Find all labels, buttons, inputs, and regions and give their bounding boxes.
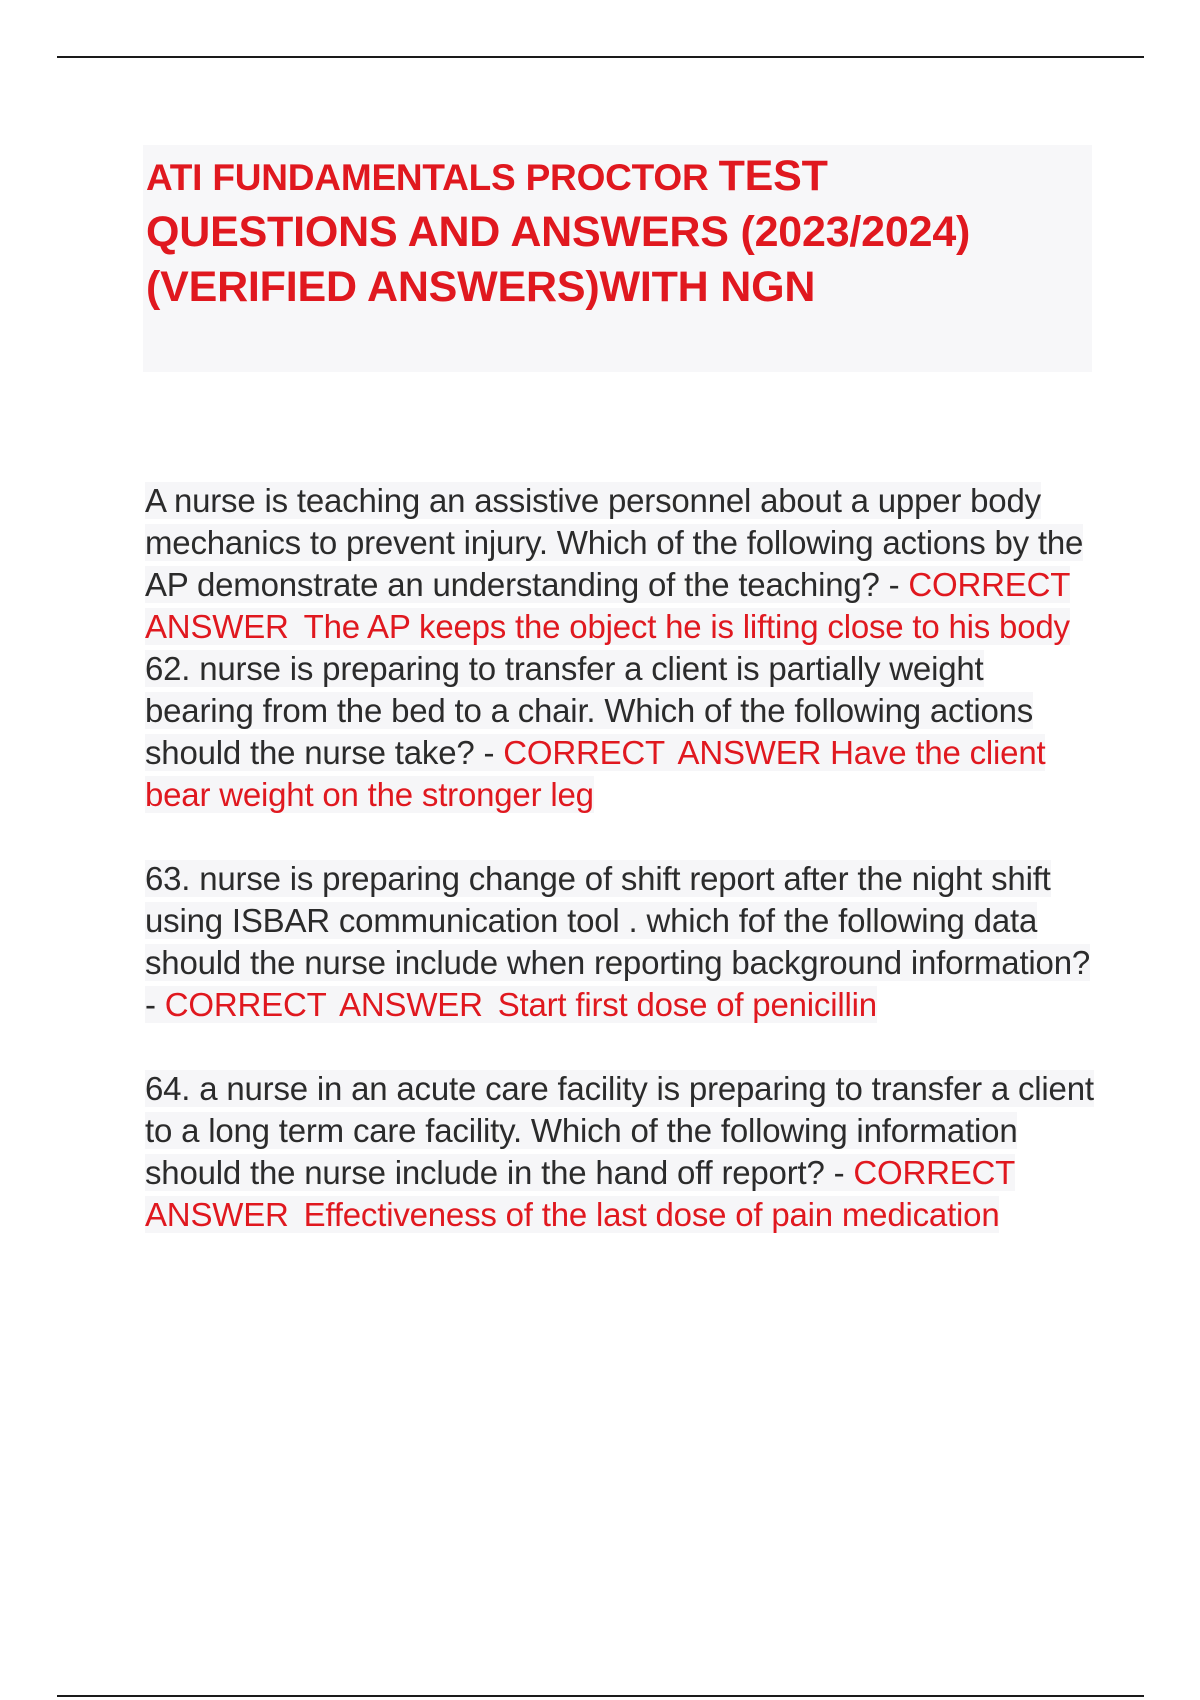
- spacer: [145, 816, 1095, 858]
- answer-text: Start first dose of penicillin: [497, 986, 877, 1023]
- title-box: [143, 145, 1092, 372]
- title-part-1: ATI FUNDAMENTALS PROCTOR: [146, 157, 719, 198]
- answer-text: The AP keeps the object he is lifting close to his body: [303, 608, 1070, 645]
- answer-label: CORRECT ANSWER: [145, 566, 1070, 645]
- answer-text: Have the client bear weight on the stronger leg: [145, 734, 1046, 813]
- question-text: 63. nurse is preparing change of shift report after the night shift using ISBAR communication tool . which fof the following data should the nurse include when reporting background information? -: [145, 860, 1091, 1023]
- question-text: 64. a nurse in an acute care facility is preparing to transfer a client to a long term care facility. Which of the following information should the nurse include in the hand off report? -: [145, 1070, 1094, 1191]
- qa-item-2: [145, 648, 1095, 816]
- bottom-rule: [57, 1695, 1144, 1697]
- answer-text: Effectiveness of the last dose of pain medication: [303, 1196, 1000, 1233]
- spacer: [145, 1026, 1095, 1068]
- question-text: A nurse is teaching an assistive personnel about a upper body mechanics to prevent injury. Which of the following actions by the AP demonstrate an understanding of the teaching? -: [145, 482, 1084, 603]
- qa-item-3: [145, 858, 1095, 1026]
- qa-item-4: [145, 1068, 1095, 1236]
- answer-label: CORRECT ANSWER: [503, 734, 822, 771]
- top-rule: [57, 56, 1144, 58]
- answer-label: CORRECT ANSWER: [145, 1154, 1015, 1233]
- answer-label: CORRECT ANSWER: [164, 986, 498, 1023]
- title-part-2: TEST QUESTIONS AND ANSWERS (2023/2024) (VERIFIED ANSWERS)WITH NGN: [146, 152, 971, 311]
- document-title: [146, 149, 1088, 315]
- question-text: 62. nurse is preparing to transfer a client is partially weight bearing from the bed to a chair. Which of the following actions should the nurse take? -: [145, 650, 1034, 771]
- qa-item-1: [145, 480, 1095, 648]
- qa-content: [145, 480, 1095, 1236]
